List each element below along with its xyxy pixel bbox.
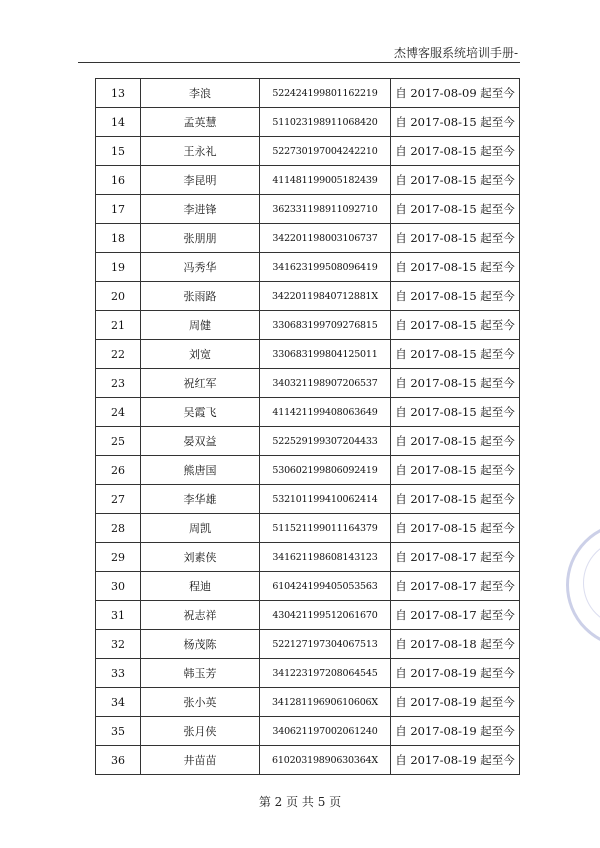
row-period: 自 2017-08-15 起至今 — [391, 485, 520, 514]
table-row — [96, 601, 520, 630]
row-name: 周凯 — [141, 514, 260, 543]
row-id-number: 411421199408063649 — [260, 398, 391, 427]
table-row — [96, 311, 520, 340]
row-period: 自 2017-08-15 起至今 — [391, 456, 520, 485]
row-number: 30 — [96, 572, 141, 601]
row-name: 张月侠 — [141, 717, 260, 746]
row-name: 李华雄 — [141, 485, 260, 514]
row-number: 13 — [96, 79, 141, 108]
table-row — [96, 514, 520, 543]
table-row — [96, 79, 520, 108]
staff-table — [95, 78, 520, 775]
row-number: 33 — [96, 659, 141, 688]
row-name: 冯秀华 — [141, 253, 260, 282]
row-name: 张朋朋 — [141, 224, 260, 253]
table-row — [96, 746, 520, 775]
row-period: 自 2017-08-15 起至今 — [391, 282, 520, 311]
header-divider — [78, 62, 520, 63]
table-row — [96, 572, 520, 601]
row-id-number: 522127197304067513 — [260, 630, 391, 659]
row-period: 自 2017-08-18 起至今 — [391, 630, 520, 659]
row-number: 35 — [96, 717, 141, 746]
row-number: 22 — [96, 340, 141, 369]
row-id-number: 340321198907206537 — [260, 369, 391, 398]
row-id-number: 61020319890630364X — [260, 746, 391, 775]
row-name: 周健 — [141, 311, 260, 340]
row-number: 20 — [96, 282, 141, 311]
row-number: 32 — [96, 630, 141, 659]
row-period: 自 2017-08-15 起至今 — [391, 108, 520, 137]
header-title: 杰博客服系统培训手册- — [393, 46, 518, 60]
seal-inner-ring — [583, 539, 600, 627]
row-number: 16 — [96, 166, 141, 195]
table-row — [96, 543, 520, 572]
table-row — [96, 659, 520, 688]
row-id-number: 522424199801162219 — [260, 79, 391, 108]
row-number: 29 — [96, 543, 141, 572]
table-row — [96, 398, 520, 427]
row-name: 祝红军 — [141, 369, 260, 398]
row-period: 自 2017-08-15 起至今 — [391, 166, 520, 195]
row-id-number: 342201198003106737 — [260, 224, 391, 253]
row-period: 自 2017-08-17 起至今 — [391, 601, 520, 630]
row-number: 23 — [96, 369, 141, 398]
row-period: 自 2017-08-15 起至今 — [391, 514, 520, 543]
table-row — [96, 427, 520, 456]
table-row — [96, 485, 520, 514]
table-row — [96, 688, 520, 717]
row-name: 吴霞飞 — [141, 398, 260, 427]
table-row — [96, 108, 520, 137]
row-name: 韩玉芳 — [141, 659, 260, 688]
row-name: 刘宽 — [141, 340, 260, 369]
row-number: 19 — [96, 253, 141, 282]
row-name: 孟英慧 — [141, 108, 260, 137]
table-row — [96, 369, 520, 398]
row-period: 自 2017-08-15 起至今 — [391, 427, 520, 456]
row-period: 自 2017-08-09 起至今 — [391, 79, 520, 108]
row-period: 自 2017-08-19 起至今 — [391, 688, 520, 717]
row-name: 杨茂陈 — [141, 630, 260, 659]
row-id-number: 522730197004242210 — [260, 137, 391, 166]
table-row — [96, 253, 520, 282]
row-name: 李浪 — [141, 79, 260, 108]
row-id-number: 532101199410062414 — [260, 485, 391, 514]
row-name: 王永礼 — [141, 137, 260, 166]
row-period: 自 2017-08-15 起至今 — [391, 340, 520, 369]
row-name: 晏双益 — [141, 427, 260, 456]
row-id-number: 522529199307204433 — [260, 427, 391, 456]
row-id-number: 34128119690610606X — [260, 688, 391, 717]
row-period: 自 2017-08-15 起至今 — [391, 369, 520, 398]
table-row — [96, 224, 520, 253]
row-name: 程迪 — [141, 572, 260, 601]
row-number: 18 — [96, 224, 141, 253]
row-id-number: 530602199806092419 — [260, 456, 391, 485]
row-period: 自 2017-08-15 起至今 — [391, 253, 520, 282]
row-number: 26 — [96, 456, 141, 485]
row-id-number: 511023198911068420 — [260, 108, 391, 137]
row-name: 井苗苗 — [141, 746, 260, 775]
row-period: 自 2017-08-19 起至今 — [391, 746, 520, 775]
row-id-number: 430421199512061670 — [260, 601, 391, 630]
row-number: 34 — [96, 688, 141, 717]
company-seal-stamp — [566, 522, 600, 648]
row-period: 自 2017-08-15 起至今 — [391, 137, 520, 166]
table-row — [96, 456, 520, 485]
row-number: 25 — [96, 427, 141, 456]
row-name: 李昆明 — [141, 166, 260, 195]
row-name: 张雨路 — [141, 282, 260, 311]
table-row — [96, 166, 520, 195]
row-name: 张小英 — [141, 688, 260, 717]
table-row — [96, 630, 520, 659]
table-row — [96, 717, 520, 746]
page-footer: 第 2 页 共 5 页 — [258, 795, 342, 809]
row-id-number: 341223197208064545 — [260, 659, 391, 688]
row-period: 自 2017-08-19 起至今 — [391, 659, 520, 688]
row-number: 15 — [96, 137, 141, 166]
row-period: 自 2017-08-15 起至今 — [391, 224, 520, 253]
row-number: 36 — [96, 746, 141, 775]
row-id-number: 330683199709276815 — [260, 311, 391, 340]
row-period: 自 2017-08-15 起至今 — [391, 195, 520, 224]
row-name: 祝志祥 — [141, 601, 260, 630]
row-number: 28 — [96, 514, 141, 543]
row-number: 14 — [96, 108, 141, 137]
row-id-number: 330683199804125011 — [260, 340, 391, 369]
row-number: 17 — [96, 195, 141, 224]
row-period: 自 2017-08-15 起至今 — [391, 311, 520, 340]
table-row — [96, 340, 520, 369]
table-row — [96, 282, 520, 311]
row-number: 21 — [96, 311, 141, 340]
table-row — [96, 195, 520, 224]
row-id-number: 341621198608143123 — [260, 543, 391, 572]
row-id-number: 362331198911092710 — [260, 195, 391, 224]
row-id-number: 411481199005182439 — [260, 166, 391, 195]
row-name: 熊唐国 — [141, 456, 260, 485]
row-period: 自 2017-08-15 起至今 — [391, 398, 520, 427]
row-number: 27 — [96, 485, 141, 514]
row-id-number: 340621197002061240 — [260, 717, 391, 746]
row-id-number: 610424199405053563 — [260, 572, 391, 601]
table-row — [96, 137, 520, 166]
row-name: 刘素侠 — [141, 543, 260, 572]
row-period: 自 2017-08-17 起至今 — [391, 572, 520, 601]
row-number: 24 — [96, 398, 141, 427]
row-id-number: 34220119840712881X — [260, 282, 391, 311]
row-period: 自 2017-08-17 起至今 — [391, 543, 520, 572]
row-name: 李进锋 — [141, 195, 260, 224]
row-id-number: 511521199011164379 — [260, 514, 391, 543]
row-id-number: 341623199508096419 — [260, 253, 391, 282]
row-period: 自 2017-08-19 起至今 — [391, 717, 520, 746]
row-number: 31 — [96, 601, 141, 630]
